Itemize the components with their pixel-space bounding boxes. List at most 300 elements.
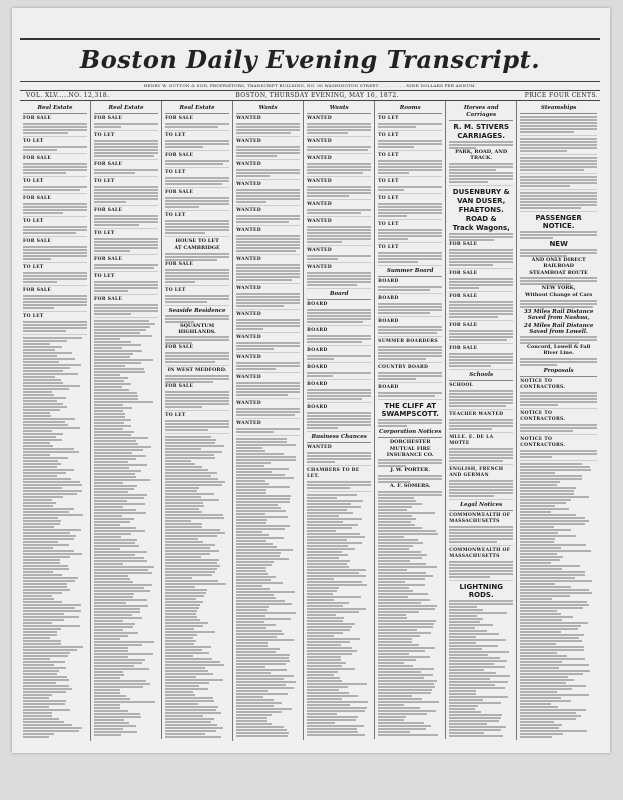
ad-lead: FOR SALE <box>94 257 123 262</box>
text-line <box>449 705 478 707</box>
section-heading: Summer Board <box>378 268 442 277</box>
text-line <box>520 688 572 690</box>
text-line <box>165 538 198 540</box>
text-line <box>307 500 363 502</box>
ad-lead: ENGLISH, FRENCH AND GERMAN <box>449 466 504 478</box>
text-line <box>165 466 202 468</box>
text-line <box>520 712 576 714</box>
display-headline: NEW <box>549 240 568 249</box>
text-line <box>449 606 477 608</box>
text-line <box>449 633 499 635</box>
text-line <box>449 304 513 306</box>
text-line <box>165 730 216 732</box>
text-line <box>23 252 87 254</box>
text-line <box>236 651 276 653</box>
text-line <box>94 644 142 646</box>
text-line <box>378 491 442 493</box>
text-line <box>23 490 82 492</box>
classified-ad <box>236 286 300 310</box>
text-line <box>23 523 60 525</box>
text-line <box>520 667 559 669</box>
text-line <box>23 718 59 720</box>
text-line <box>94 614 132 616</box>
text-line <box>449 448 513 450</box>
text-line <box>520 138 597 140</box>
text-line <box>236 444 296 446</box>
text-line <box>378 425 407 427</box>
text-line <box>307 566 349 568</box>
display-headline: STEAMBOAT ROUTE <box>529 269 588 276</box>
text-line <box>94 734 121 736</box>
text-line <box>94 473 135 475</box>
text-line <box>94 464 147 466</box>
text-line <box>520 649 584 651</box>
text-line <box>94 578 130 580</box>
text-line <box>236 609 267 611</box>
text-line <box>94 530 145 532</box>
text-line <box>94 431 134 433</box>
text-line <box>94 407 132 409</box>
text-line <box>94 563 123 565</box>
text-line <box>23 538 74 540</box>
text-line <box>23 505 53 507</box>
column <box>91 101 162 739</box>
text-line <box>23 409 60 411</box>
classified-ad <box>236 182 300 206</box>
text-line <box>236 516 287 518</box>
text-line <box>94 722 129 724</box>
text-line <box>307 427 338 429</box>
text-line <box>23 622 52 624</box>
text-line <box>378 160 442 162</box>
display-headline: DUSENBURY & <box>452 187 510 196</box>
text-line <box>165 733 205 735</box>
text-line <box>94 608 140 610</box>
text-line <box>94 224 139 226</box>
classified-ad <box>378 179 442 194</box>
text-line <box>94 728 123 730</box>
text-line <box>449 393 513 395</box>
text-line <box>236 368 275 370</box>
ad-lead: TO LET <box>165 213 186 218</box>
text-line <box>378 530 435 532</box>
text-line <box>236 552 281 554</box>
text-line <box>307 123 371 125</box>
text-line <box>23 634 57 636</box>
text-line <box>94 201 126 203</box>
text-line <box>449 564 513 566</box>
text-line <box>307 545 347 547</box>
text-line <box>23 478 71 480</box>
classified-ad <box>378 222 442 243</box>
text-line <box>449 460 502 462</box>
text-line <box>378 209 442 211</box>
text-line <box>23 667 66 669</box>
text-line <box>449 720 499 722</box>
text-line <box>378 617 407 619</box>
text-line <box>307 536 365 538</box>
text-line <box>23 499 52 501</box>
text-line <box>449 451 513 453</box>
text-line <box>236 388 300 390</box>
text-line <box>23 376 55 378</box>
text-line <box>94 149 158 151</box>
text-line <box>23 550 74 552</box>
text-line <box>94 389 129 391</box>
text-line <box>94 695 126 697</box>
text-line <box>165 460 191 462</box>
text-line <box>23 574 62 576</box>
text-line <box>378 232 442 234</box>
text-line <box>520 619 562 621</box>
text-line <box>165 550 219 552</box>
text-line <box>236 720 267 722</box>
text-line <box>378 518 416 520</box>
section-heading: Real Estate <box>23 105 87 114</box>
text-line <box>378 725 431 727</box>
ad-lead: FOR SALE <box>165 261 194 267</box>
text-line <box>23 595 52 597</box>
text-line <box>378 143 442 145</box>
text-line <box>236 293 300 295</box>
text-line <box>307 629 350 631</box>
text-line <box>236 642 268 644</box>
text-line <box>94 281 158 283</box>
text-line <box>165 529 220 531</box>
text-line <box>307 734 365 736</box>
text-line <box>23 349 55 351</box>
ad-lead: WANTED <box>236 335 261 340</box>
ad-lead: TO LET <box>165 133 186 138</box>
ad-lead: FOR SALE <box>165 345 194 351</box>
text-line <box>449 362 513 364</box>
text-line <box>307 209 371 211</box>
display-headline: CARRIAGES. <box>457 132 505 141</box>
text-line <box>23 451 79 453</box>
text-line <box>378 346 442 348</box>
ad-lead: NOTICE TO CONTRACTORS. <box>520 410 566 422</box>
text-line <box>520 706 558 708</box>
text-line <box>236 431 274 433</box>
text-line <box>520 499 570 501</box>
text-line <box>307 321 363 323</box>
text-line <box>307 530 336 532</box>
text-line <box>449 495 494 497</box>
text-line <box>378 623 434 625</box>
text-line <box>449 535 513 537</box>
text-line <box>520 724 562 726</box>
text-line <box>449 729 501 731</box>
ad-lead: BOARD <box>378 279 399 284</box>
text-line <box>520 207 581 209</box>
text-line <box>165 688 208 690</box>
text-line <box>165 469 208 471</box>
ad-lead: FOR SALE <box>449 270 478 276</box>
text-line <box>23 514 83 516</box>
text-line <box>307 677 340 679</box>
text-line <box>378 506 411 508</box>
ad-lead: WANTED <box>236 421 261 426</box>
text-line <box>94 713 140 715</box>
text-line <box>165 613 196 615</box>
text-line <box>94 488 134 490</box>
text-line <box>23 249 87 251</box>
classified-ad <box>23 179 87 194</box>
text-line <box>23 246 87 248</box>
text-line <box>23 388 69 390</box>
text-line <box>165 355 229 357</box>
text-line <box>520 709 586 711</box>
classified-ad <box>94 257 158 272</box>
text-line <box>449 316 498 318</box>
text-line <box>378 126 416 128</box>
text-line <box>165 439 215 441</box>
text-line <box>449 480 513 482</box>
text-line <box>23 727 82 729</box>
text-line <box>520 535 576 537</box>
text-line <box>449 642 476 644</box>
ad-lead: TO LET <box>94 179 115 184</box>
text-line <box>23 454 50 456</box>
text-line <box>23 255 87 257</box>
text-line <box>236 244 300 246</box>
text-line <box>94 533 131 535</box>
classified-ad <box>165 413 229 434</box>
text-line <box>520 544 585 546</box>
ad-lead: WANTED <box>307 139 332 144</box>
text-line <box>23 649 77 651</box>
text-line <box>520 163 597 165</box>
text-line <box>520 733 563 735</box>
text-line <box>94 143 158 145</box>
text-line <box>165 163 223 165</box>
text-line <box>94 560 147 562</box>
text-line <box>236 394 288 396</box>
text-line <box>23 370 63 372</box>
text-line <box>520 556 563 558</box>
text-line <box>94 287 158 289</box>
text-line <box>94 313 131 315</box>
text-line <box>94 596 133 598</box>
text-line <box>520 185 569 187</box>
text-line <box>165 652 209 654</box>
text-line <box>520 204 597 206</box>
text-line <box>378 575 433 577</box>
text-line <box>378 647 435 649</box>
text-line <box>307 731 358 733</box>
ad-lead: FOR SALE <box>94 297 123 302</box>
text-line <box>236 447 262 449</box>
text-line <box>520 234 597 236</box>
text-line <box>165 423 229 425</box>
text-line <box>378 596 408 598</box>
ad-lead: FOR SALE <box>165 190 194 195</box>
text-line <box>307 358 334 360</box>
text-line <box>520 721 554 723</box>
classified-ad <box>449 435 513 465</box>
classified-ad <box>94 274 158 295</box>
text-line <box>378 169 442 171</box>
text-line <box>165 517 224 519</box>
text-line <box>520 559 559 561</box>
text-line <box>236 657 288 659</box>
ad-lead: COMMONWEALTH OF MASSACHUSETTS <box>449 547 511 559</box>
text-line <box>378 644 419 646</box>
text-line <box>449 307 513 309</box>
text-line <box>449 301 513 303</box>
text-line <box>23 730 79 732</box>
text-line <box>378 419 442 421</box>
text-line <box>94 461 128 463</box>
text-line <box>94 626 133 628</box>
text-line <box>94 452 132 454</box>
column <box>304 101 375 739</box>
classified-ad <box>165 153 229 168</box>
text-line <box>520 169 584 171</box>
text-line <box>94 198 158 200</box>
text-line <box>23 203 87 205</box>
text-line <box>520 475 582 477</box>
text-line <box>307 315 371 317</box>
text-line <box>307 312 371 314</box>
text-line <box>165 451 222 453</box>
text-line <box>236 732 289 734</box>
text-line <box>94 326 149 328</box>
text-line <box>236 175 270 177</box>
ad-lead: WANTED <box>307 179 332 184</box>
text-line <box>236 534 269 536</box>
text-line <box>23 631 57 633</box>
section-heading: Steamships <box>520 105 597 114</box>
text-line <box>165 490 197 492</box>
text-line <box>23 562 60 564</box>
ad-lead: TO LET <box>165 413 186 419</box>
text-line <box>23 532 70 534</box>
display-headline: MUTUAL FIRE INSURANCE CO. <box>386 445 434 458</box>
text-line <box>520 160 597 162</box>
filler-text <box>165 436 229 738</box>
text-line <box>520 679 573 681</box>
text-line <box>449 684 495 686</box>
text-line <box>307 674 334 676</box>
text-line <box>23 526 54 528</box>
text-line <box>236 273 300 275</box>
classified-ad <box>94 179 158 206</box>
text-line <box>236 513 265 515</box>
text-line <box>307 692 349 694</box>
text-line <box>520 306 593 308</box>
text-line <box>449 454 513 456</box>
text-line <box>520 592 592 594</box>
text-line <box>94 221 158 223</box>
text-line <box>449 255 513 257</box>
text-line <box>236 270 300 272</box>
text-line <box>449 284 513 286</box>
text-line <box>378 512 434 514</box>
text-line <box>236 149 300 151</box>
text-line <box>94 674 124 676</box>
text-line <box>23 321 87 323</box>
text-line <box>165 571 215 573</box>
text-line <box>449 310 513 312</box>
text-line <box>520 141 597 143</box>
text-line <box>165 502 203 504</box>
text-line <box>94 710 128 712</box>
text-line <box>520 637 579 639</box>
text-line <box>23 373 78 375</box>
text-line <box>449 576 490 578</box>
classified-ad <box>449 242 513 269</box>
text-line <box>236 711 282 713</box>
text-line <box>236 296 300 298</box>
ad-lead: TO LET <box>378 222 399 227</box>
ad-lead: BOARD <box>378 319 399 324</box>
text-line <box>307 421 371 423</box>
text-line <box>23 475 57 477</box>
dateline <box>20 91 600 100</box>
text-line <box>23 123 87 125</box>
text-line <box>94 680 146 682</box>
newspaper-title: Boston Daily Evening Transcript. <box>79 45 541 74</box>
text-line <box>236 636 277 638</box>
text-line <box>449 313 513 315</box>
text-line <box>23 733 54 735</box>
text-line <box>236 152 300 154</box>
text-line <box>94 590 150 592</box>
text-line <box>94 335 152 337</box>
text-line <box>94 446 151 448</box>
text-line <box>307 707 367 709</box>
text-line <box>94 189 158 191</box>
text-line <box>165 358 229 360</box>
text-line <box>23 367 70 369</box>
display-headline: R. M. STIVERS <box>453 123 510 131</box>
text-line <box>236 408 300 410</box>
text-line <box>165 523 202 525</box>
text-line <box>165 339 229 341</box>
text-line <box>236 546 277 548</box>
classified-ad <box>307 365 371 380</box>
text-line <box>94 683 150 685</box>
text-line <box>378 539 418 541</box>
text-line <box>94 575 128 577</box>
text-line <box>165 420 229 422</box>
text-line <box>307 241 342 243</box>
text-line <box>165 574 212 576</box>
text-line <box>94 350 142 352</box>
text-line <box>307 596 360 598</box>
text-line <box>307 518 362 520</box>
text-line <box>378 186 442 188</box>
text-line <box>520 472 555 474</box>
text-line <box>165 220 229 222</box>
text-line <box>378 659 416 661</box>
text-line <box>378 329 442 331</box>
text-line <box>307 309 371 311</box>
text-line <box>236 615 265 617</box>
text-line <box>307 275 371 277</box>
text-line <box>520 511 551 513</box>
text-line <box>520 661 562 663</box>
text-line <box>520 685 586 687</box>
text-line <box>236 247 300 249</box>
text-line <box>378 286 442 288</box>
text-line <box>94 437 148 439</box>
ad-lead: FOR SALE <box>23 196 52 201</box>
text-line <box>23 481 80 483</box>
text-line <box>94 410 122 412</box>
text-line <box>378 698 422 700</box>
